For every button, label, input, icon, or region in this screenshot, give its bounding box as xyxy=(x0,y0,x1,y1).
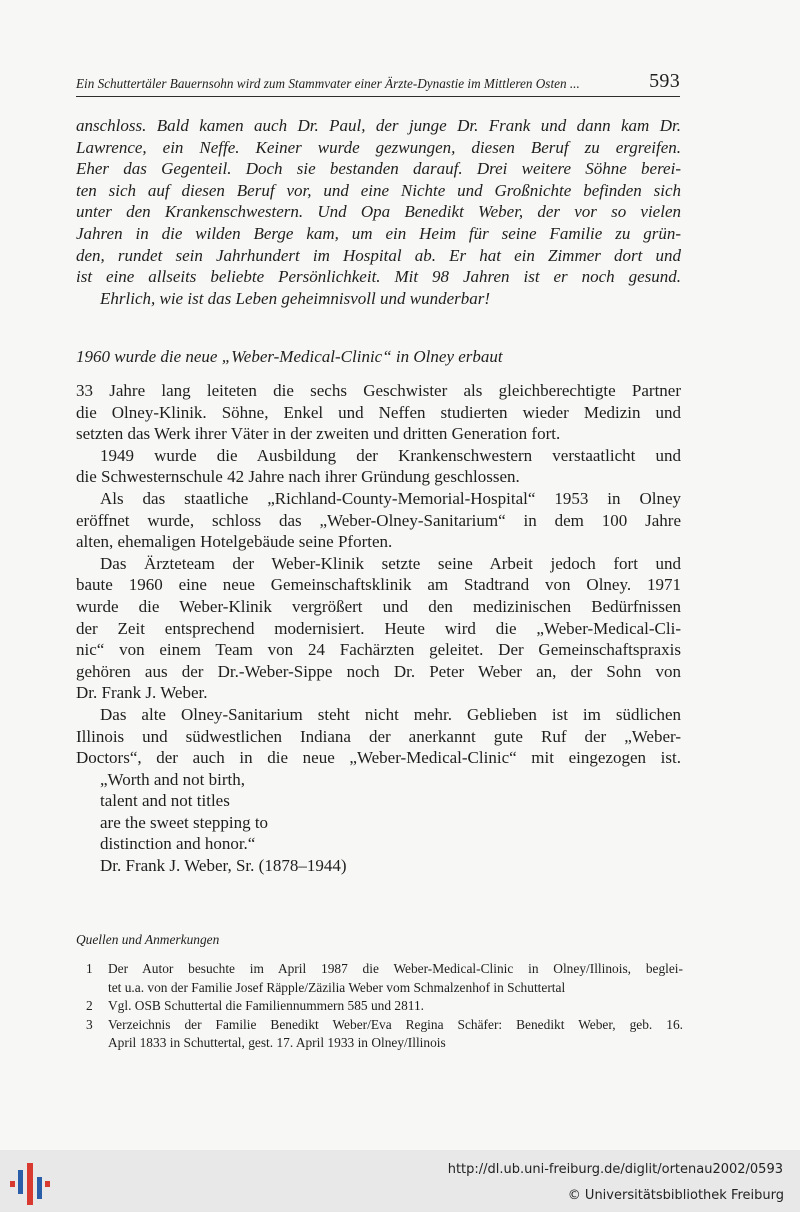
note-text xyxy=(108,960,683,997)
body-line: Das alte Olney-Sanitarium steht nicht mehr. Geblieben ist im südlichen xyxy=(100,704,681,724)
body-line: die Schwesternschule 42 Jahre nach ihrer Gründung geschlossen. xyxy=(76,467,520,487)
italic-line: Lawrence, ein Neffe. Keiner wurde gezwungen, diesen Beruf zu ergreifen. xyxy=(76,137,681,157)
notes-list xyxy=(76,960,683,1053)
italic-line: unter den Krankenschwestern. Und Opa Benedikt Weber, der vor so vielen xyxy=(76,202,681,222)
body-line: eröffnet wurde, schloss das „Weber-Olney-Sanitarium“ in dem 100 Jahre xyxy=(76,510,681,530)
note-line: Verzeichnis der Familie Benedikt Weber/Eva Regina Schäfer: Benedikt Weber, geb. 16. xyxy=(108,1016,683,1032)
logo-blue-right-bar xyxy=(37,1177,42,1199)
italic-passage xyxy=(76,115,681,309)
note-number: 3 xyxy=(86,1016,93,1032)
note-text xyxy=(108,1016,683,1053)
poem-attribution: Dr. Frank J. Weber, Sr. (1878–1944) xyxy=(100,856,347,876)
note-line: April 1833 in Schuttertal, gest. 17. April 1933 in Olney/Illinois xyxy=(108,1035,446,1050)
library-logo-icon xyxy=(10,1163,50,1205)
body-line: baute 1960 eine neue Gemeinschaftsklinik am Stadtrand von Olney. 1971 xyxy=(76,575,681,595)
note-item xyxy=(76,960,683,997)
body-line: Illinois und südwestlichen Indiana der anerkannt gute Ruf der „Weber- xyxy=(76,726,681,746)
poem-line: distinction and honor.“ xyxy=(100,834,256,854)
section-heading: 1960 wurde die neue „Weber-Medical-Clinic“ in Olney erbaut xyxy=(76,347,503,366)
note-number: 1 xyxy=(86,961,93,976)
italic-line: anschloss. Bald kamen auch Dr. Paul, der junge Dr. Frank und dann kam Dr. xyxy=(76,116,681,135)
body-line: Das Ärzteteam der Weber-Klinik setzte seine Arbeit jedoch fort und xyxy=(100,553,681,573)
running-header-title: Ein Schuttertäler Bauernsohn wird zum Stammvater einer Ärzte-Dynastie im Mittleren Osten ... xyxy=(76,76,580,91)
italic-line: ten sich auf diesen Beruf vor, und eine Nichte und Großnichte befinden sich xyxy=(76,180,681,200)
body-line: setzten das Werk ihrer Väter in der zweiten und dritten Generation fort. xyxy=(76,424,561,444)
note-item xyxy=(76,997,683,1016)
running-header xyxy=(76,72,680,97)
note-line: Vgl. OSB Schuttertal die Familiennummern 585 und 2811. xyxy=(108,998,425,1013)
body-line: nic“ von einem Team von 24 Fachärzten geleitet. Der Gemeinschaftspraxis xyxy=(76,640,681,660)
note-text xyxy=(108,997,683,1016)
italic-line: den, rundet sein Jahrhundert im Hospital ab. Er hat ein Zimmer dort und xyxy=(76,245,681,265)
copyright-notice: © Universitätsbibliothek Freiburg xyxy=(567,1188,784,1203)
body-line: gehören aus der Dr.-Weber-Sippe noch Dr. Peter Weber an, der Sohn von xyxy=(76,661,681,681)
body-line: Dr. Frank J. Weber. xyxy=(76,683,208,703)
logo-red-left-block xyxy=(10,1181,15,1187)
poem-line: are the sweet stepping to xyxy=(100,812,269,832)
logo-blue-left-bar xyxy=(18,1170,23,1194)
logo-red-right-block xyxy=(45,1181,50,1187)
logo-red-center-bar xyxy=(27,1163,33,1205)
note-number: 2 xyxy=(86,998,93,1013)
body-line: Doctors“, der auch in die neue „Weber-Medical-Clinic“ mit eingezogen ist. xyxy=(76,748,681,768)
body-line: 33 Jahre lang leiteten die sechs Geschwister als gleichberechtigte Partner xyxy=(76,381,681,400)
italic-line: Jahren in die wilden Berge kam, um ein Heim für seine Familie zu grün- xyxy=(76,223,681,243)
body-line: der Zeit entsprechend modernisiert. Heute wird die „Weber-Medical-Cli- xyxy=(76,618,681,638)
note-line: tet u.a. von der Familie Josef Räpple/Zäzilia Weber vom Schmalzenhof in Schuttertal xyxy=(108,979,566,995)
italic-line: Eher das Gegenteil. Doch sie bestanden darauf. Drei weitere Söhne berei- xyxy=(76,159,681,179)
body-line: Als das staatliche „Richland-County-Memorial-Hospital“ 1953 in Olney xyxy=(100,488,681,508)
source-url-link[interactable]: http://dl.ub.uni-freiburg.de/diglit/ortenau2002/0593 xyxy=(447,1162,783,1177)
body-line: 1949 wurde die Ausbildung der Krankenschwestern verstaatlicht und xyxy=(100,445,681,465)
poem-line: „Worth and not birth, xyxy=(100,769,245,789)
body-line: die Olney-Klinik. Söhne, Enkel und Neffen studierten wieder Medizin und xyxy=(76,402,681,422)
poem-line: talent and not titles xyxy=(100,791,230,811)
page-number: 593 xyxy=(649,70,680,92)
body-line: wurde die Weber-Klinik vergrößert und den medizinischen Bedürfnissen xyxy=(76,596,681,616)
section-body xyxy=(76,380,681,877)
note-item xyxy=(76,1016,683,1053)
italic-line: Ehrlich, wie ist das Leben geheimnisvoll und wunderbar! xyxy=(100,288,491,308)
italic-line: ist eine allseits beliebte Persönlichkeit. Mit 98 Jahren ist er noch gesund. xyxy=(76,267,681,287)
note-line: Der Autor besuchte im April 1987 die Weber-Medical-Clinic in Olney/Illinois, beglei- xyxy=(108,961,683,976)
library-footer xyxy=(0,1150,800,1212)
body-line: alten, ehemaligen Hotelgebäude seine Pforten. xyxy=(76,532,393,552)
notes-heading: Quellen und Anmerkungen xyxy=(76,932,220,947)
